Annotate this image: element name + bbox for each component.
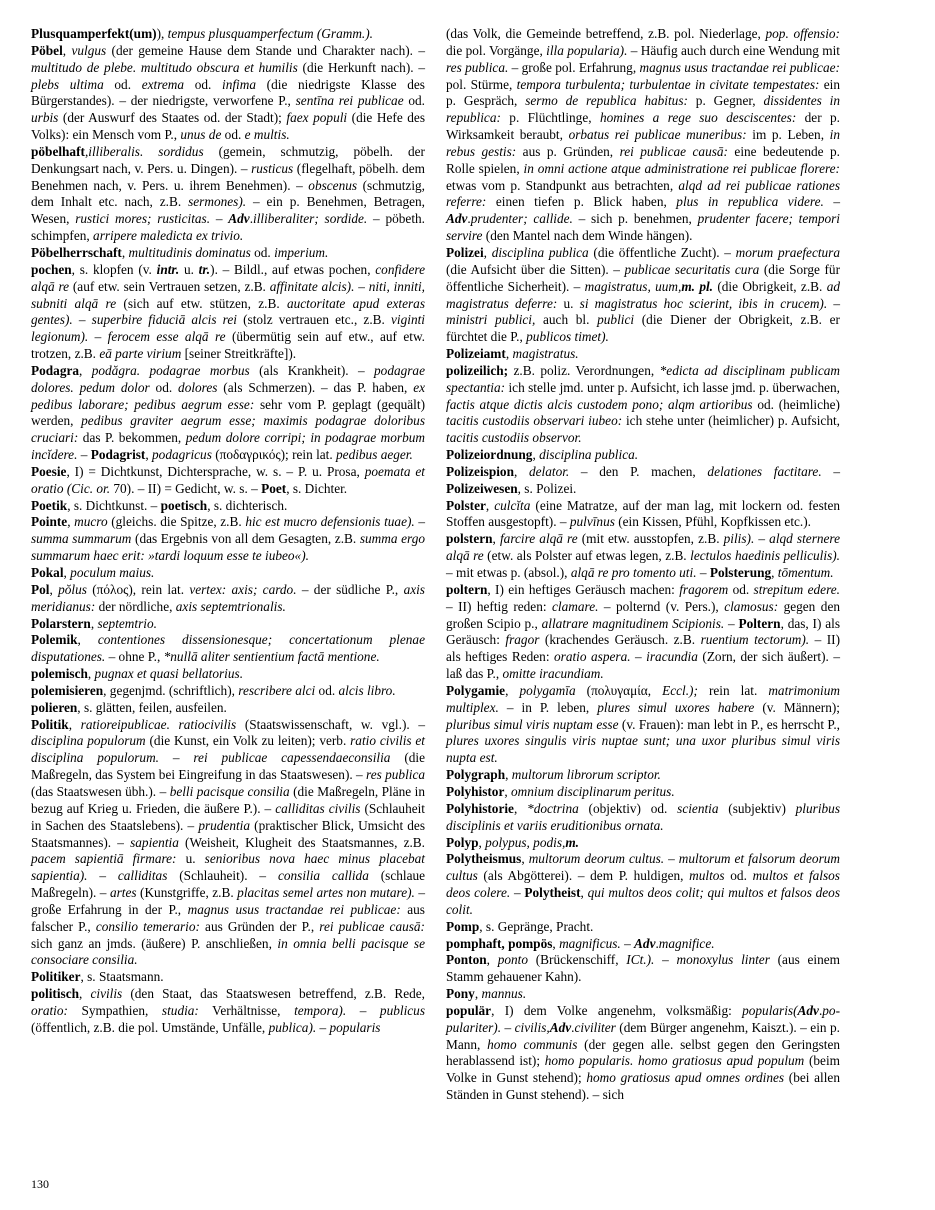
dictionary-entry: Polizeiordnung, disciplina publica.: [446, 447, 639, 463]
page-number: 130: [31, 1177, 49, 1191]
left-column: [31, 26, 425, 1037]
dictionary-entry: Ponton, ponto (Brückenschiff, ICt.). – monoxylus linter (aus einem Stamm gehauener Kahn).: [446, 952, 840, 985]
dictionary-entry: pöbelhaft,illiberalis. sordidus (gemein, schmutzig, pöbelh. der Denkungsart nach, v. Pers. u. Dingen). – rusticus (flegelhaft, pöbelh. dem Benehmen nach, v. Pers. u. ihrem Benehmen). – obscenus (schmutzig, dem Inhalt etc. nach, z.B. sermones). – ein p. Benehmen, Betragen, Wesen, rustici mores; rusticitas. – Adv.illiberaliter; sordide. – pöbeth. schimpfen, arripere maledicta ex trivio.: [31, 143, 426, 244]
dictionary-entry: pochen, s. klopfen (v. intr. u. tr.). – Bildl., auf etwas pochen, confidere alqā re (auf etw. sein Vertrauen setzen, z.B. affinitate alcis). – niti, inniti, subniti alqā re (sich auf etw. stützen, z.B. auctoritate apud exteras gentes). – superbire fiduciā alcis rei (stolz vertrauen etc., z.B. viginti legionum). – ferocem esse alqā re (übermütig sein auf etw., auf etw. trotzen, z.B. eā parte virium [seiner Streitkräfte]).: [31, 261, 426, 362]
dictionary-entry: politisch, civilis (den Staat, das Staatswesen betreffend, z.B. Rede, oratio: Sympathien, studia: Verhältnisse, tempora). – publicus (öffentlich, z.B. die pol. Umstände, Unfälle, publica). – popularis: [31, 986, 425, 1035]
dictionary-entry: Pol, pŏlus (πόλος), rein lat. vertex: axis; cardo. – der südliche P., axis meridianus: der nördliche, axis septemtrionalis.: [31, 581, 425, 614]
dictionary-entry: Pony, mannus.: [446, 986, 527, 1002]
dictionary-entry: Politiker, s. Staatsmann.: [31, 969, 164, 985]
dictionary-entry: Polizei, disciplina publica (die öffentliche Zucht). – morum praefectura (die Aufsicht über die Sitten). – publicae securitatis cura (die Sorge für öffentliche Sicherheit). – magistratus, uum,m. pl. (die Obrigkeit, z.B. ad magistratus deferre: u. si magistratus hoc scierint, ibis in crucem). – ministri publici, auch bl. publici (die Diener der Obrigkeit, z.B. er fürchtet die P., publicos timet).: [446, 244, 841, 345]
dictionary-entry: (das Volk, die Gemeinde betreffend, z.B. pol. Niederlage, pop. offensio: die pol. Vorgänge, illa popularia). – Häufig auch durch eine Wendung mit res publica. – große pol. Erfahrung, magnus usus tractandae rei publicae: pol. Stürme, tempora turbulenta; turbulentae in civitate tempestates: ein p. Gespräch, sermo de republica habitus: p. Gegner, dissidentes in republica: p. Flüchtlinge, homines a rege suo desciscentes: der p. Wirksamkeit beraubt, orbatus rei publicae muneribus: im p. Leben, in rebus gestis: aus p. Gründen, rei publicae causā: eine bedeutende p. Rolle spielen, in omni actione atque administratione rei publicae florere: etwas vom p. Standpunkt aus betrachten, alqd ad rei publicae rationes referre: einen tiefen p. Blick haben, plus in republica videre. – Adv.prudenter; callide. – sich p. benehmen, prudenter facere; tempori servire (den Mantel nach dem Winde hängen).: [446, 26, 841, 244]
dictionary-entry: polizeilich; z.B. poliz. Verordnungen, *edicta ad disciplinam publicam spectantia: ich stelle jmd. unter p. Aufsicht, ich lasse jmd. p. überwachen, factis atque dictis alcis custodem pono; alqm artioribus od. (heimliche) tacitis custodiis observari iubeo: ich stehe unter (heimlicher) p. Aufsicht, tacitis custodiis observor.: [446, 362, 840, 446]
dictionary-entry: polemisch, pugnax et quasi bellatorius.: [31, 666, 244, 682]
dictionary-entry: Politik, ratioreipublicae. ratiocivilis (Staatswissenschaft, w. vgl.). – disciplina populorum (die Kunst, ein Volk zu leiten); verb. ratio civilis et disciplina populorum. – rei publicae capessendaeconsilia (die Maßregeln, das System bei Eingreifung in das Staatswesen). – res publica (das Staatswesen übh.). – belli pacisque consilia (die Maßregeln, Pläne in bezug auf Krieg u. Frieden, die äußere P.). – calliditas civilis (Schlauheit in Sachen des Staatslebens). – prudentia (praktischer Blick, Umsicht des Staatsmannes). – sapientia (Weisheit, Klugheit des Staatsmannes, z.B. pacem sapientiā firmare: u. senioribus nova haec minus placebat sapientia). – calliditas (Schlauheit). – consilia callida (schlaue Maßregeln). – artes (Kunstgriffe, z.B. placitas semel artes non mutare). – große Erfahrung in der P., magnus usus tractandae rei publicae: aus falscher P., consilio temerario: aus Gründen der P., rei publicae causā: sich ganz an jmds. (äußere) P. anschließen, in omnia belli pacisque se consociare consilia.: [31, 716, 426, 968]
dictionary-entry: Podagra, podăgra. podagrae morbus (als Krankheit). – podagrae dolores. pedum dolor od. dolores (als Schmerzen). – das P. haben, ex pedibus laborare; pedibus aegrum esse: sehr vom P. geplagt (gequält) werden, pedibus graviter aegrum esse; maximis podagrae doloribus cruciari: das P. bekommen, pedum dolore corripi; in podagrae morbum incĭdere. – Podagrist, podagricus (ποδαγρικός); rein lat. pedibus aeger.: [31, 362, 425, 463]
dictionary-entry: polieren, s. glätten, feilen, ausfeilen.: [31, 699, 227, 715]
dictionary-entry: Polizeiamt, magistratus.: [446, 346, 579, 362]
dictionary-entry: populär, I) dem Volke angenehm, volksmäßig: popularis(Adv.populariter). – civilis,Adv.civiliter (dem Bürger angenehm, Kaiszt.). – ein p. Mann, homo communis (der gegen alle. selbst gegen den Geringsten herablassend ist); homo popularis. homo gratiosus apud populum (beim Volke in Gunst stehend); homo gratiosus apud omnes ordines (bei allen Ständen in Gunst stehend). – sich: [446, 1002, 841, 1103]
dictionary-entry: Pöbelherrschaft, multitudinis dominatus od. imperium.: [31, 244, 329, 260]
dictionary-entry: Polyhistorie, *doctrina (objektiv) od. scientia (subjektiv) pluribus disciplinis et variis eruditionibus ornata.: [446, 800, 840, 833]
dictionary-entry: Polizeispion, delator. – den P. machen, delationes factitare. – Polizeiwesen, s. Polizei.: [446, 463, 840, 496]
dictionary-entry: Poetik, s. Dichtkunst. – poetisch, s. dichterisch.: [31, 497, 288, 513]
dictionary-entry: Pokal, poculum maius.: [31, 565, 155, 580]
dictionary-entry: Plusquamperfekt(um)), tempus plusquamperfectum (Gramm.).: [31, 26, 374, 41]
dictionary-entry: Polyhistor, omnium disciplinarum peritus.: [446, 783, 675, 799]
dictionary-entry: Pöbel, vulgus (der gemeine Hause dem Stande und Charakter nach). – multitudo de plebe. multitudo obscura et humilis (die Herkunft nach). – plebs ultima od. extrema od. infima (die niedrigste Klasse des Bürgerstandes). – der niedrigste, verworfene P., sentīna rei publicae od. urbis (der Auswurf des Staates od. der Stadt); faex populi (die Hefe des Volks): ein Mensch vom P., unus de od. e multis.: [31, 42, 426, 143]
dictionary-entry: Polytheismus, multorum deorum cultus. – multorum et falsorum deorum cultus (als Abgötterei). – dem P. huldigen, multos od. multos et falsos deos colere. – Polytheist, qui multos deos colit; qui multos et falsos deos colit.: [446, 851, 840, 917]
dictionary-entry: Pomp, s. Gepränge, Pracht.: [446, 918, 594, 934]
dictionary-entry: Polarstern, septemtrio.: [31, 615, 157, 631]
dictionary-entry: Polemik, contentiones dissensionesque; concertationum plenae disputationes. – ohne P., *nullā aliter sentientium factā mentione.: [31, 632, 425, 665]
dictionary-entry: poltern, I) ein heftiges Geräusch machen: fragorem od. strepitum edere. – II) heftig reden: clamare. – polternd (v. Pers.), clamosus: gegen den großen Scipio p., allatrare magnitudinem Scipionis. – Poltern, das, I) als Geräusch: fragor (krachendes Geräusch. z.B. ruentium tectorum). – II) als heftiges Reden: oratio aspera. – iracundia (Zorn, der sich äußert). – laß das P., omitte iracundiam.: [446, 581, 841, 682]
dictionary-entry: polemisieren, gegenjmd. (schriftlich), rescribere alci od. alcis libro.: [31, 682, 396, 698]
dictionary-entry: Polygraph, multorum librorum scriptor.: [446, 767, 661, 783]
dictionary-entry: Polygamie, polygamīa (πολυγαμία, Eccl.); rein lat. matrimonium multiplex. – in P. leben, plures simul uxores habere (v. Männern); pluribus simul viris nuptam esse (v. Frauen): man lebt in P., es herrscht P., plures uxores singulis viris nuptae sunt; una uxor pluribus simul viris nupta est.: [446, 682, 840, 766]
dictionary-entry: polstern, farcire alqā re (mit etw. ausstopfen, z.B. pilis). – alqd sternere alqā re (etw. als Polster auf etwas legen, z.B. lectulos haedinis pelliculis). – mit etwas p. (absol.), alqā re pro tomento uti. – Polsterung, tōmentum.: [446, 531, 840, 580]
dictionary-entry: pomphaft, pompös, magnificus. – Adv.magnifice.: [446, 935, 715, 951]
right-column: [446, 26, 840, 1104]
dictionary-entry: Pointe, mucro (gleichs. die Spitze, z.B. hic est mucro defensionis tuae). – summa summarum (das Ergebnis von all dem Gesagten, z.B. summa ergo summarum haec erit: »tardi loquum esse te iubeo«).: [31, 514, 425, 564]
dictionary-entry: Polster, culcĭta (eine Matratze, auf der man lag, mit lockern od. festen Stoffen ausgestopft). – pulvīnus (ein Kissen, Pfühl, Kopfkissen etc.).: [446, 497, 841, 530]
dictionary-entry: Poesie, I) = Dichtkunst, Dichtersprache, w. s. – P. u. Prosa, poemata et oratio (Cic. or. 70). – II) = Gedicht, w. s. – Poet, s. Dichter.: [31, 463, 425, 496]
dictionary-entry: Polyp, polypus, podis,m.: [446, 834, 579, 850]
